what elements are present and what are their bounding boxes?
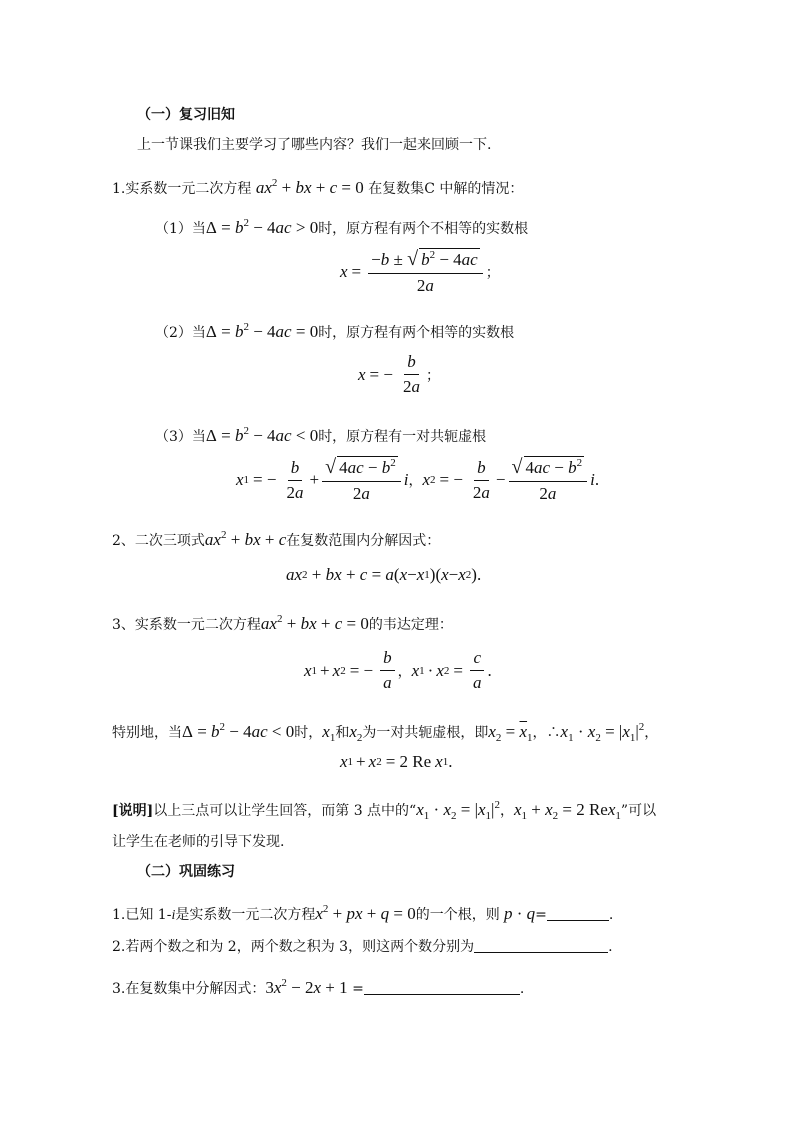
case3-tail: 时，原方程有一对共轭虚根: [318, 429, 487, 445]
case1-line: [155, 214, 528, 238]
discriminant-zero: $\Delta = b^2 - 4ac = 0$: [205, 321, 319, 341]
formula-complex-roots: x 1 = − $\frac{b}{2a}$ + $\frac{√ 4ac - b^2}{2a}$ i ， x 2 = − $\frac{b}{2a}$ − $\frac{√ 4ac - b^2}{2a}$ i .: [236, 456, 600, 503]
ex1-equation: $x^2$ + px + q = 0: [315, 903, 416, 923]
ex1-prefix: 1.已知 1-: [112, 907, 172, 923]
item1-suffix-b: 中解的情况：: [439, 181, 524, 197]
note-label: [说明]: [112, 803, 154, 819]
case1-tail: 时，原方程有两个不相等的实数根: [318, 221, 529, 237]
ex3-period: .: [519, 981, 525, 997]
section-heading-practice: （二）巩固练习: [137, 864, 235, 880]
trinomial: $ax^2$ + bx + c: [204, 529, 287, 549]
item3-suffix: 的韦达定理：: [368, 617, 453, 633]
intro-text: 上一节课我们主要学习了哪些内容？我们一起来回顾一下.: [137, 137, 492, 153]
answer-blank-1[interactable]: [547, 906, 609, 921]
ex1-period: .: [608, 907, 614, 923]
complex-set-letter: C: [424, 181, 435, 197]
answer-blank-3[interactable]: [364, 980, 520, 995]
note-line-1: [说明]以上三点可以让学生回答，而第 3 点中的“$x_1 \cdot x_2 = |x_1|^2$，$x_1 + x_2 = 2$ Rex$_1$”可以: [112, 799, 657, 822]
item1-line: [112, 174, 523, 198]
item3-line: [112, 610, 453, 634]
item2-line: [112, 526, 440, 550]
ex1-i: i: [171, 908, 176, 923]
discriminant-negative-2: $\Delta = b^2 - 4ac < 0$: [182, 721, 295, 741]
special-mid1: 时，: [294, 725, 323, 741]
ex3-text: 3.在复数集中分解因式：: [112, 981, 266, 997]
special-mid2: 和: [335, 725, 350, 741]
item2-suffix: 在复数范围内分解因式：: [286, 533, 441, 549]
special-mid3: 为一对共轭虚根，即: [362, 725, 489, 741]
item2-prefix: 2、二次三项式: [112, 533, 205, 549]
case3-line: [155, 422, 486, 446]
equation-standard-form-2: $ax^2$ + bx + c = 0: [260, 613, 369, 633]
discriminant-positive: $\Delta = b^2 - 4ac > 0$: [205, 217, 319, 237]
case2-tail: 时，原方程有两个相等的实数根: [318, 325, 515, 341]
ex1-mid2: 的一个根，则: [415, 907, 500, 923]
case1-label: （1）当: [155, 221, 206, 237]
special-case-line: 特别地，当$\Delta = b^2 - 4ac < 0$时，$x_1$和$x_2$为一对共轭虚根，即$x_2 = \overline{x}_1$，$\therefore x_1 \cdot x_2 = |x_1|^2$，: [112, 721, 659, 744]
note-text3: ”可以: [620, 803, 657, 819]
exercise-1: [112, 900, 613, 925]
exercise-2: [112, 938, 613, 956]
ex3-polynomial: $3x^2 - 2x + 1$: [265, 977, 348, 997]
special-prefix: 特别地，当: [112, 725, 182, 741]
formula-factorization: ax 2 + bx + c = a ( x − x 1 )( x − x 2 ).: [286, 565, 482, 584]
section-heading-review: （一）复习旧知: [137, 107, 235, 123]
item1-prefix: 1.实系数一元二次方程: [112, 181, 252, 197]
case3-label: （3）当: [155, 429, 206, 445]
formula-double-root: x = − $\frac{b}{2a}$ ；: [358, 352, 440, 396]
discriminant-negative: $\Delta = b^2 - 4ac < 0$: [205, 425, 319, 445]
ex2-text: 2.若两个数之和为 2，两个数之积为 3，则这两个数分别为: [112, 939, 475, 955]
ex1-tail: =: [535, 907, 547, 923]
ex1-product: p · q: [499, 904, 536, 923]
note-line-2: 让学生在老师的引导下发现.: [112, 834, 285, 850]
exercise-3: 3.在复数集中分解因式：$3x^2 - 2x + 1$ = .: [112, 977, 525, 997]
formula-vieta: x 1 + x 2 = − $\frac{b}{a}$ ， x 1 · x 2 = $\frac{c}{a}$ .: [304, 648, 492, 692]
note-text2: ，: [499, 803, 514, 819]
note-text1: 以上三点可以让学生回答，而第 3 点中的“: [153, 803, 417, 819]
special-mid4: ，∴: [532, 725, 561, 741]
ex1-mid: 是实系数一元二次方程: [175, 907, 316, 923]
formula-sum-real-part: x 1 + x 2 = 2 Re x 1 .: [340, 752, 453, 771]
case2-line: [155, 318, 514, 342]
formula-quadratic-roots: x = $\frac{-b \pm √ b^2 - 4ac}{2a}$ ；: [340, 248, 500, 295]
case2-label: （2）当: [155, 325, 206, 341]
item3-prefix: 3、实系数一元二次方程: [112, 617, 261, 633]
equation-standard-form: $ax^2$ + bx + c = 0: [255, 177, 364, 197]
ex2-period: .: [608, 939, 613, 955]
answer-blank-2[interactable]: [474, 938, 608, 953]
item1-suffix-a: 在复数集: [368, 181, 425, 197]
